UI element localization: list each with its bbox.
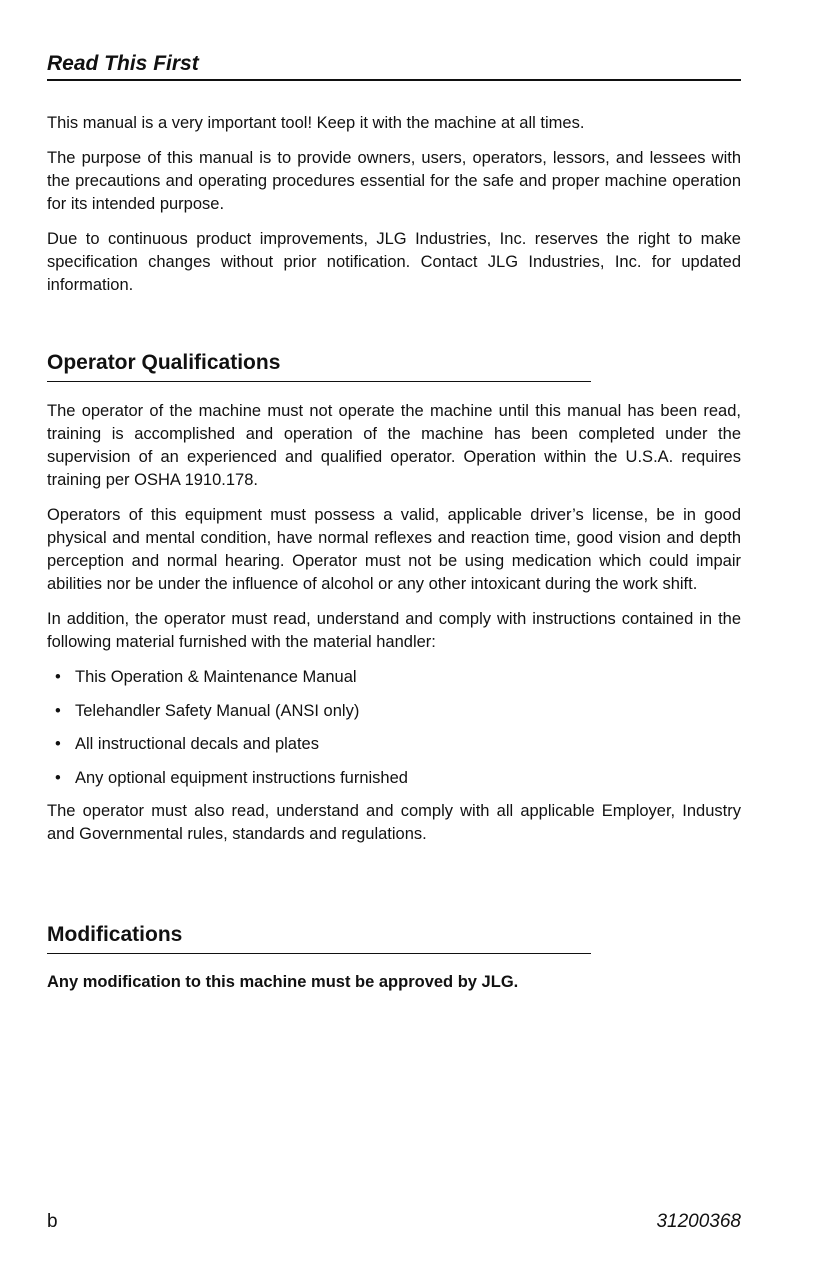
qualifications-paragraph: Operators of this equipment must possess a valid, applicable driver’s license, be in good physical and mental condition, have normal reflexes and reaction time, good vision and depth perception and normal hearing. Operator must not be using medication which could impair abilities nor be under the influence of alcohol or any other intoxicant during the work shift. (47, 506, 741, 593)
qualifications-closing-paragraph: The operator must also read, understand and comply with all applicable Employer, Industry and Governmental rules, standards and regulations. (47, 801, 741, 843)
bullet-icon: • (55, 668, 61, 686)
modifications-heading: Modifications (47, 921, 591, 954)
operator-qualifications-section (47, 400, 741, 846)
list-item (47, 767, 741, 790)
intro-paragraph: This manual is a very important tool! Keep it with the machine at all times. (47, 114, 585, 132)
list-item-text: Any optional equipment instructions furnished (75, 768, 408, 787)
qualifications-paragraph: The operator of the machine must not operate the machine until this manual has been read, training is accomplished and operation of the machine has been completed under the supervision of an experienced and qualified operator. Operation within the U.S.A. requires training per OSHA 1910.178. (47, 402, 741, 489)
modifications-note: Any modification to this machine must be approved by JLG. (47, 973, 519, 991)
list-item-text: This Operation & Maintenance Manual (75, 668, 357, 686)
intro-paragraph: Due to continuous product improvements, JLG Industries, Inc. reserves the right to make specification changes without prior notification. Contact JLG Industries, Inc. for updated information. (47, 230, 741, 294)
page-title: Read This First (47, 50, 741, 81)
list-item (47, 666, 741, 689)
bullet-icon: • (55, 701, 61, 720)
list-item (47, 733, 741, 756)
bullet-icon: • (55, 768, 61, 787)
qualifications-paragraph: In addition, the operator must read, understand and comply with instructions contained in the following material furnished with the material handler: (47, 610, 741, 651)
operator-qualifications-heading: Operator Qualifications (47, 349, 591, 382)
required-materials-list (47, 666, 741, 790)
intro-section (47, 112, 741, 297)
list-item (47, 700, 741, 723)
bullet-icon: • (55, 735, 61, 753)
list-item-text: All instructional decals and plates (75, 735, 319, 753)
page-number: b (47, 1211, 58, 1232)
list-item-text: Telehandler Safety Manual (ANSI only) (75, 701, 360, 720)
document-number: 31200368 (656, 1211, 741, 1232)
intro-paragraph: The purpose of this manual is to provide owners, users, operators, lessors, and lessees with the precautions and operating procedures essential for the safe and proper machine operation for its intended purpose. (47, 149, 741, 213)
